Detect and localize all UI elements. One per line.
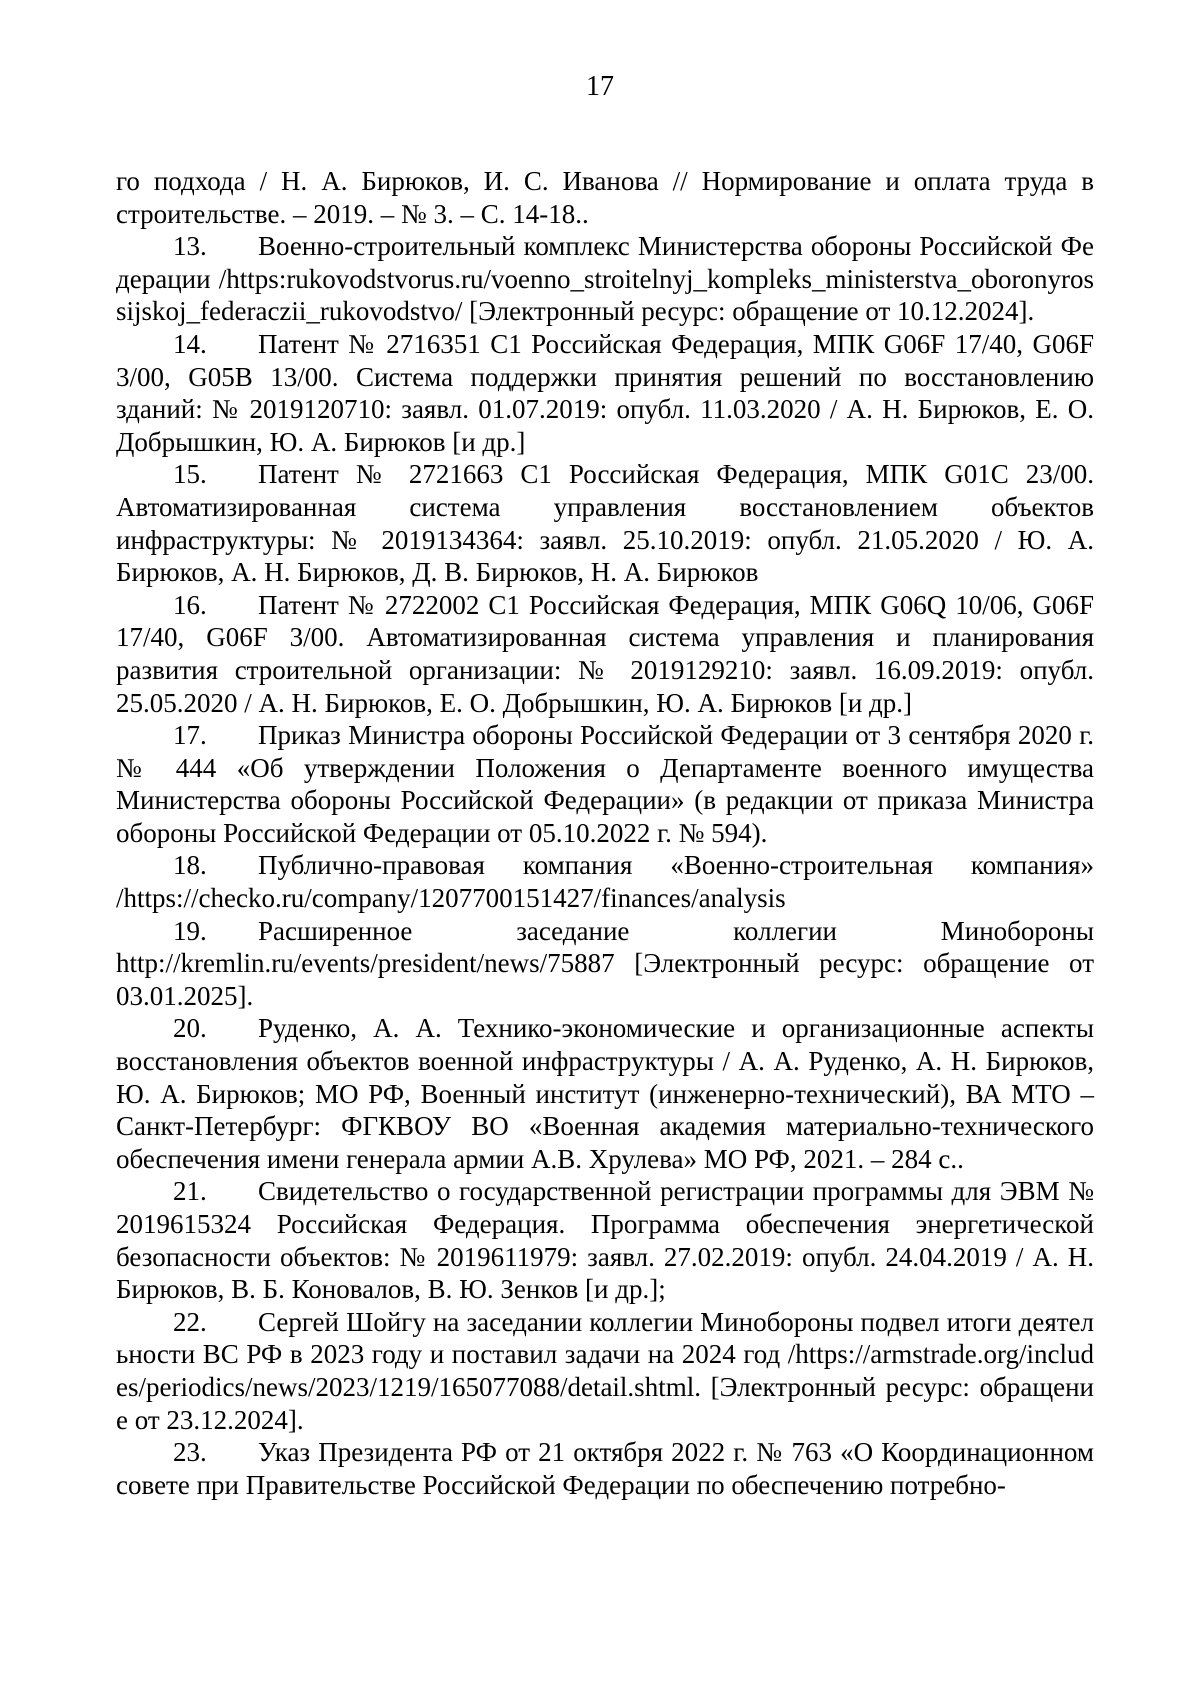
- reference-item: [116, 589, 1094, 719]
- reference-item: [116, 719, 1094, 849]
- reference-item: [116, 458, 1094, 588]
- reference-continuation: го подхода / Н. А. Бирюков, И. С. Иванова // Нормирование и оплата труда в строительстве. – 2019. – № 3. – С. 14-18..: [116, 166, 1094, 229]
- reference-number: 20.: [173, 1013, 207, 1044]
- reference-list: [116, 165, 1094, 1501]
- reference-number: 22.: [173, 1306, 207, 1337]
- reference-text: Патент № 2716351 C1 Российская Федерация, МПК G06F 17/40, G06F 3/00, G05B 13/00. Система поддержки принятия решений по восстановлению зданий: № 2019120710: заявл. 01.07.2019: опубл. 11.03.2020 / А. Н. Бирюков, Е. О. Добрышкин, Ю. А. Бирюков [и др.]: [116, 328, 1094, 457]
- reference-text: Патент № 2722002 C1 Российская Федерация, МПК G06Q 10/06, G06F 17/40, G06F 3/00. Автоматизированная система управления и планирования развития строительной организации: № 2019129210: заявл. 16.09.2019: опубл. 25.05.2020 / А. Н. Бирюков, Е. О. Добрышкин, Ю. А. Бирюков [и др.]: [116, 589, 1094, 718]
- page-number: 17: [586, 71, 614, 102]
- reference-text: Приказ Министра обороны Российской Федерации от 3 сентября 2020 г. № 444 «Об утверждении Положения о Департаменте военного имущества Министерства обороны Российской Федерации» (в редакции от приказа Министра обороны Российской Федерации от 05.10.2022 г. № 594).: [116, 720, 1094, 848]
- reference-text: Публично-правовая компания «Военно-строительная компания» /https://checko.ru/company/1207700151427/finances/analysis: [116, 850, 1094, 914]
- reference-item: [116, 915, 1094, 1013]
- reference-number: 16.: [173, 589, 207, 620]
- reference-text: Свидетельство о государственной регистрации программы для ЭВМ № 2019615324 Российская Федерация. Программа обеспечения энергетической безопасности объектов: № 2019611979: заявл. 27.02.2019: опубл. 24.04.2019 / А. Н. Бирюков, В. Б. Коновалов, В. Ю. Зенков [и др.];: [116, 1176, 1094, 1305]
- reference-text: Указ Президента РФ от 21 октября 2022 г. № 763 «О Координационном совете при Правительстве Российской Федерации по обеспечению потребно-: [116, 1437, 1094, 1500]
- reference-number: 17.: [173, 720, 207, 751]
- reference-number: 19.: [173, 915, 207, 946]
- reference-item: [116, 1306, 1094, 1436]
- reference-text: Руденко, А. А. Технико-экономические и организационные аспекты восстановления объектов военной инфраструктуры / А. А. Руденко, А. Н. Бирюков, Ю. А. Бирюков; МО РФ, Военный институт (инженерно-технический), ВА МТО – Санкт-Петербург: ФГКВОУ ВО «Военная академия материально-технического обеспечения имени генерала армии А.В. Хрулева» МО РФ, 2021. – 284 с..: [116, 1013, 1094, 1174]
- reference-text: Патент № 2721663 C1 Российская Федерация, МПК G01C 23/00. Автоматизированная система управления восстановлением объектов инфраструктуры: № 2019134364: заявл. 25.10.2019: опубл. 21.05.2020 / Ю. А. Бирюков, А. Н. Бирюков, Д. В. Бирюков, Н. А. Бирюков: [116, 459, 1094, 588]
- reference-item: [116, 1175, 1094, 1305]
- reference-text: Расширенное заседание коллегии Минобороны http://kremlin.ru/events/president/news/75887 [Электронный ресурс: обращение от 03.01.2025].: [116, 915, 1094, 1011]
- reference-number: 15.: [173, 459, 207, 490]
- reference-item: [116, 230, 1094, 328]
- reference-text: Сергей Шойгу на заседании коллегии Минобороны подвел итоги деятельности ВС РФ в 2023 году и поставил задачи на 2024 год /https://armstrade.org/includes/periodics/news/2023/1219/165077088/detail.shtml. [Электронный ресурс: обращение от 23.12.2024].: [116, 1306, 1094, 1435]
- reference-number: 13.: [173, 231, 207, 262]
- reference-item: [116, 328, 1094, 458]
- reference-number: 21.: [173, 1176, 207, 1207]
- reference-item: [116, 849, 1094, 914]
- reference-number: 14.: [173, 328, 207, 359]
- reference-number: 23.: [173, 1437, 207, 1468]
- reference-item: [116, 1436, 1094, 1501]
- reference-text: Военно-строительный комплекс Министерства обороны Российской Федерации /https:rukovodstvorus.ru/voenno_stroitelnyj_kompleks_ministerstva_oboronyrossijskoj_federaczii_rukovodstvo/ [Электронный ресурс: обращение от 10.12.2024].: [116, 231, 1094, 327]
- reference-item: [116, 1012, 1094, 1175]
- reference-number: 18.: [173, 850, 207, 881]
